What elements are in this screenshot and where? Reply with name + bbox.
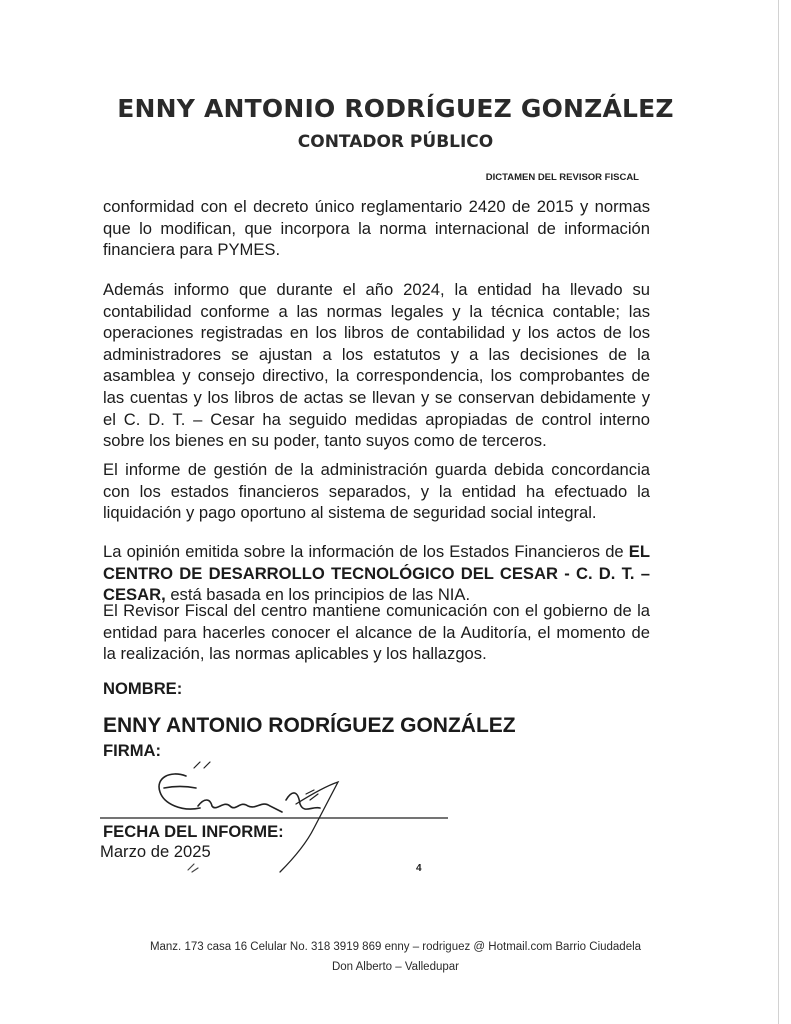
fecha-label: FECHA DEL INFORME: (103, 822, 284, 841)
signatory-name: ENNY ANTONIO RODRÍGUEZ GONZÁLEZ (103, 714, 516, 737)
firma-label: FIRMA: (103, 741, 162, 760)
footer-address-line-1: Manz. 173 casa 16 Celular No. 318 3919 869 enny – rodriguez @ Hotmail.com Barrio Ciudadela (149, 941, 642, 953)
opinion-text-post: está basada en los principios de las NIA. (165, 585, 471, 605)
scan-edge-line (778, 0, 779, 1024)
paragraph-comunicacion: El Revisor Fiscal del centro mantiene comunicación con el gobierno de la entidad para hacerles conocer el alcance de la Auditoría, el momento de la realización, las normas aplicables y los hallazgos. (103, 601, 650, 664)
entity-name: EL CENTRO DE DESARROLLO TECNOLÓGICO DEL CESAR - C. D. T. – CESAR, (103, 542, 650, 605)
footer-address-line-2: Don Alberto – Valledupar (331, 961, 459, 973)
signature-stroke (159, 774, 320, 812)
page-number: 4 (416, 863, 422, 874)
header-name: ENNY ANTONIO RODRÍGUEZ GONZÁLEZ (117, 94, 674, 123)
paragraph-decreto: conformidad con el decreto único reglamentario 2420 de 2015 y normas que lo modifican, que incorpora la norma internacional de información financiera para PYMES. (103, 197, 650, 260)
paragraph-opinion (103, 541, 650, 606)
handwritten-signature (100, 760, 460, 880)
opinion-text-pre: La opinión emitida sobre la información de los Estados Financieros de (103, 542, 629, 561)
document-label: DICTAMEN DEL REVISOR FISCAL (485, 172, 639, 183)
paragraph-informe-gestion: El informe de gestión de la administración guarda debida concordancia con los estados financieros separados, y la entidad ha efectuado la liquidación y pago oportuno al sistema de seguridad social integral. (103, 460, 650, 523)
paragraph-contabilidad: Además informo que durante el año 2024, la entidad ha llevado su contabilidad conforme a las normas legales y la técnica contable; las operaciones registradas en los libros de contabilidad y los actos de los administradores se ajustan a los estatutos y a las decisiones de la asamblea y consejo directivo, la correspondencia, los comprobantes de las cuentas y los libros de actas se llevan y se conservan debidamente y el C. D. T. – Cesar ha seguido medidas apropiadas de control interno sobre los bienes en su poder, tanto suyos como de terceros. (103, 280, 650, 451)
nombre-label: NOMBRE: (103, 679, 183, 698)
header-title: CONTADOR PÚBLICO (297, 132, 494, 152)
fecha-value: Marzo de 2025 (100, 842, 211, 861)
